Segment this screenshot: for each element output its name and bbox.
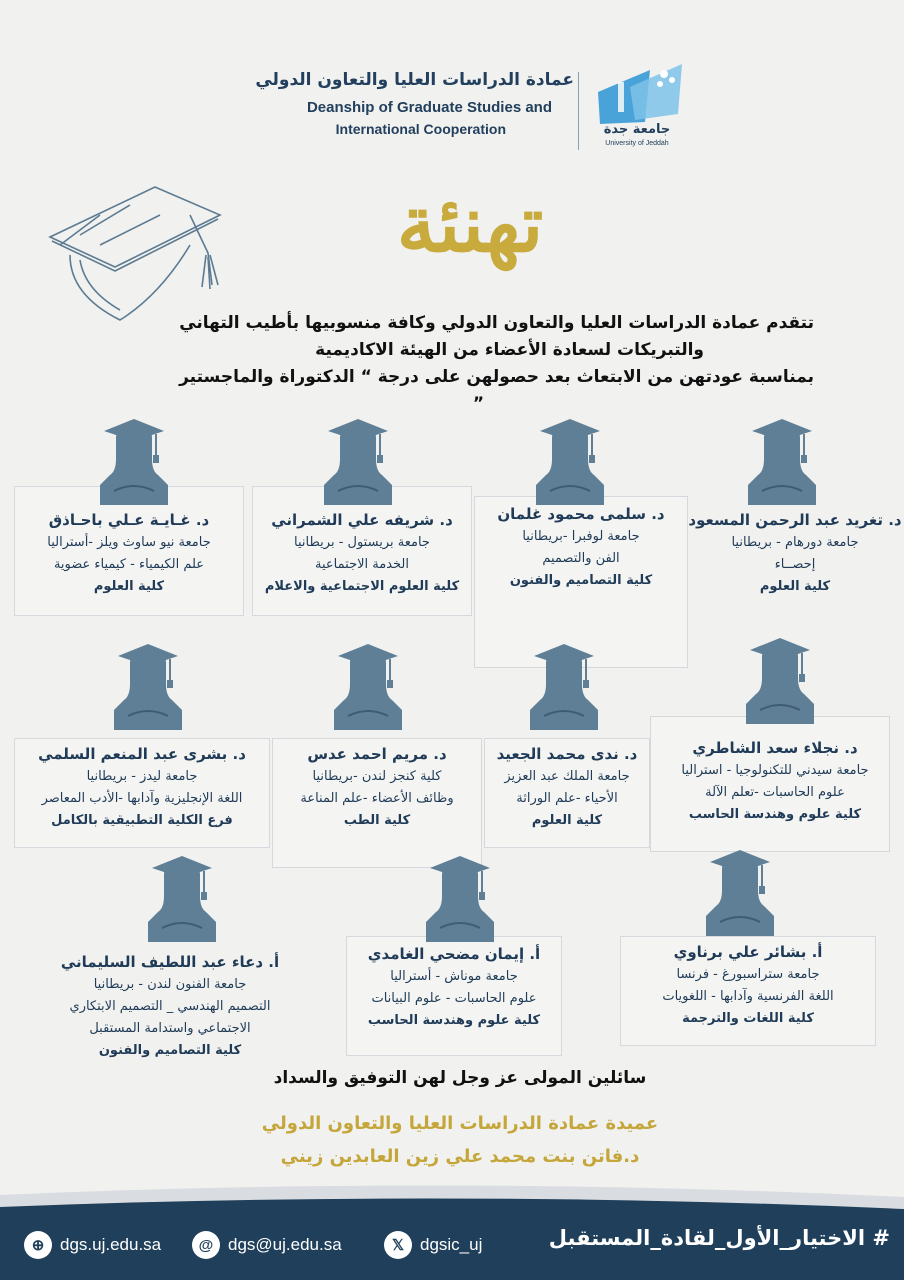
graduate-university: جامعة بريستول - بريطانيا xyxy=(294,535,430,550)
graduate-college: كلية التصاميم والفنون xyxy=(509,573,653,588)
graduate-name: د. بشرى عبد المنعم السلمي xyxy=(38,745,246,763)
globe-icon: ⊕ xyxy=(24,1231,52,1259)
intro-text xyxy=(114,310,814,418)
congratulations-title: تهنئة xyxy=(396,179,544,270)
footer-twitter[interactable] xyxy=(384,1230,482,1260)
at-icon: @ xyxy=(192,1231,220,1259)
graduate-college: كلية العلوم الاجتماعية والاعلام xyxy=(264,579,460,594)
graduate-university: جامعة موناش - أستراليا xyxy=(390,969,518,984)
graduate-field: علوم الحاسبات - علوم البيانات xyxy=(371,991,537,1006)
footer-hashtag[interactable]: # الاختيار_الأول_لقادة_المستقبل xyxy=(548,1226,890,1250)
graduate-avatar-icon xyxy=(318,415,398,505)
header-divider xyxy=(578,72,579,150)
graduate-card xyxy=(14,508,244,598)
graduate-avatar-icon xyxy=(108,640,188,730)
graduate-college: كلية العلوم xyxy=(759,579,831,594)
graduate-university: جامعة دورهام - بريطانيا xyxy=(731,535,859,550)
graduate-college: كلية علوم وهندسة الحاسب xyxy=(367,1013,541,1028)
graduate-university: كلية كنجز لندن -بريطانيا xyxy=(312,769,442,784)
graduate-name: د. مريم احمد عدس xyxy=(307,745,447,763)
graduate-name: د. ندى محمد الجعيد xyxy=(496,745,638,763)
footer-twitter-text: dgsic_uj xyxy=(420,1235,483,1254)
graduate-card xyxy=(620,940,876,1030)
graduate-avatar-icon xyxy=(530,415,610,505)
graduate-name: د. شريفه علي الشمراني xyxy=(271,511,453,529)
graduate-name: أ. دعاء عبد اللطيف السليماني xyxy=(60,953,280,971)
graduate-field-continued: الاجتماعي واستدامة المستقبل xyxy=(89,1021,251,1036)
graduate-field: اللغة الإنجليزية وآدابها -الأدب المعاصر xyxy=(41,791,243,806)
signature-title: عميدة عمادة الدراسات العليا والتعاون الدولي xyxy=(261,1113,659,1134)
footer-email[interactable] xyxy=(192,1230,342,1260)
graduate-avatar-icon xyxy=(700,846,780,936)
graduate-avatar-icon xyxy=(94,415,174,505)
graduate-avatar-icon xyxy=(142,852,222,942)
graduate-college: كلية الطب xyxy=(343,813,411,828)
graduate-name: د. غـايـة عـلي باحـاذق xyxy=(48,511,210,529)
graduate-card xyxy=(40,950,300,1062)
graduate-college: كلية علوم وهندسة الحاسب xyxy=(688,807,862,822)
graduate-card xyxy=(484,742,650,832)
graduate-university: جامعة سيدني للتكنولوجيا - استراليا xyxy=(681,763,869,778)
intro-line-3: بمناسبة عودتهن من الابتعاث بعد حصولهن على درجة “ الدكتوراة والماجستير xyxy=(179,367,814,387)
graduate-name: أ. إيمان مضحي الغامدي xyxy=(367,945,541,963)
graduate-field: اللغة الفرنسية وآدابها - اللغويات xyxy=(662,989,834,1004)
graduate-field: التصميم الهندسي _ التصميم الابتكاري xyxy=(69,999,271,1014)
graduate-college: كلية العلوم xyxy=(93,579,165,594)
graduate-name: د. سلمى محمود غلمان xyxy=(497,505,665,523)
footer-website[interactable] xyxy=(24,1230,161,1260)
x-twitter-icon: 𝕏 xyxy=(384,1231,412,1259)
graduate-college: كلية اللغات والترجمة xyxy=(682,1011,814,1026)
footer-email-text: dgs@uj.edu.sa xyxy=(228,1235,342,1254)
graduation-cap-icon xyxy=(40,175,230,325)
graduate-field: الفن والتصميم xyxy=(542,551,620,566)
graduate-field: علوم الحاسبات -تعلم الآلة xyxy=(705,785,845,800)
graduate-name: د. تغريد عبد الرحمن المسعود xyxy=(688,511,902,529)
deanship-title-en-1: Deanship of Graduate Studies and xyxy=(306,99,552,116)
graduate-university: جامعة لوفبرا -بريطانيا xyxy=(522,529,640,544)
graduate-name: أ. بشائر علي برناوي xyxy=(673,943,823,961)
graduate-college: كلية العلوم xyxy=(531,813,603,828)
intro-line-4: ” xyxy=(472,394,484,414)
graduate-avatar-icon xyxy=(524,640,604,730)
graduate-university: جامعة الملك عبد العزيز xyxy=(504,769,630,784)
graduate-card xyxy=(252,508,472,598)
graduate-university: جامعة ليدز - بريطانيا xyxy=(86,769,198,784)
graduate-field: الأحياء -علم الوراثة xyxy=(516,791,618,806)
graduate-card xyxy=(272,742,482,832)
university-name-ar: جامعة جدة xyxy=(603,122,671,137)
intro-line-2: والتبريكات لسعادة الأعضاء من الهيئة الاكاديمية xyxy=(315,340,704,360)
graduate-name: د. نجلاء سعد الشاطري xyxy=(692,739,858,757)
university-logo-icon xyxy=(590,52,690,152)
graduate-avatar-icon xyxy=(742,415,822,505)
graduate-university: جامعة نيو ساوث ويلز -أستراليا xyxy=(47,535,211,550)
graduate-card xyxy=(14,742,270,832)
graduate-university: جامعة الفنون لندن - بريطانيا xyxy=(93,977,247,992)
deanship-title-ar: عمادة الدراسات العليا والتعاون الدولي xyxy=(255,70,574,90)
graduate-avatar-icon xyxy=(740,634,820,724)
graduate-college: كلية التصاميم والفنون xyxy=(98,1043,242,1058)
graduate-field: الخدمة الاجتماعية xyxy=(315,557,409,572)
graduate-avatar-icon xyxy=(420,852,500,942)
graduate-card xyxy=(474,502,688,592)
footer-website-text: dgs.uj.edu.sa xyxy=(60,1235,162,1254)
graduate-card xyxy=(686,508,904,598)
graduate-field: علم الكيمياء - كيمياء عضوية xyxy=(53,557,205,572)
graduate-college: فرع الكلية التطبيقية بالكامل xyxy=(51,813,233,828)
graduate-field: وظائف الأعضاء -علم المناعة xyxy=(300,791,454,806)
signature-name: د.فاتن بنت محمد علي زين العابدين زيني xyxy=(280,1146,640,1167)
university-name-en: University of Jeddah xyxy=(605,140,669,147)
graduate-card xyxy=(650,736,900,826)
graduate-avatar-icon xyxy=(328,640,408,730)
closing-text: سائلين المولى عز وجل لهن التوفيق والسداد xyxy=(273,1068,647,1088)
graduate-card xyxy=(346,942,562,1032)
intro-line-1: تتقدم عمادة الدراسات العليا والتعاون الدولي وكافة منسوبيها بأطيب التهاني xyxy=(179,313,814,333)
graduate-field: إحصــاء xyxy=(774,557,816,572)
deanship-title-en-2: International Cooperation xyxy=(335,121,506,137)
graduate-university: جامعة ستراسبورغ - فرنسا xyxy=(676,967,820,982)
